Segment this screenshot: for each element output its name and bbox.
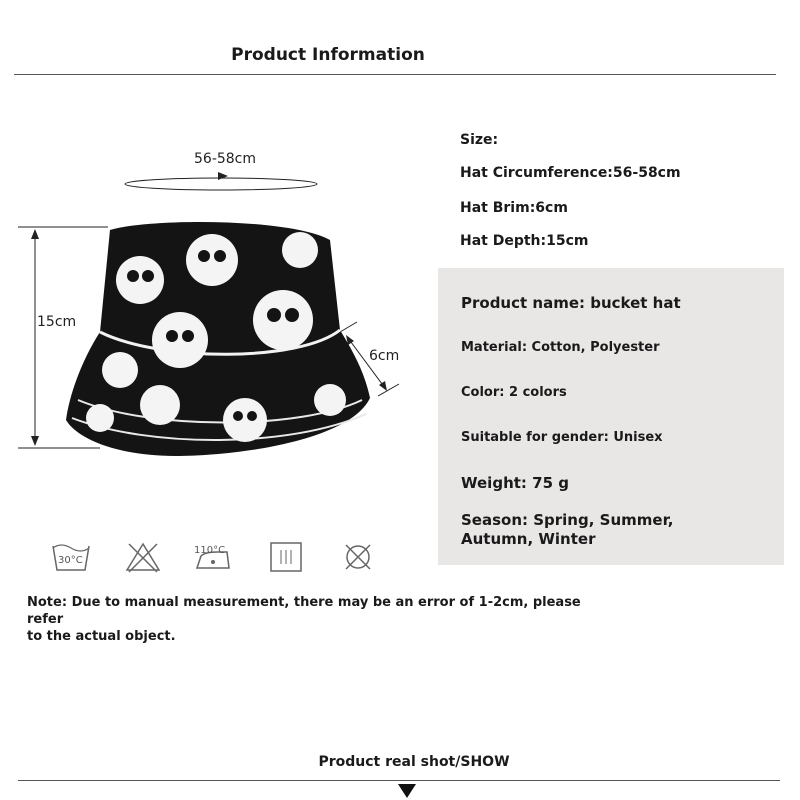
no-bleach-icon bbox=[123, 540, 163, 574]
product-name: Product name: bucket hat bbox=[461, 294, 681, 312]
circumference-label: 56-58cm bbox=[194, 151, 257, 167]
page-title: Product Information bbox=[231, 45, 425, 65]
size-heading: Size: bbox=[460, 132, 499, 148]
height-label: 15cm bbox=[37, 314, 77, 330]
footer-title: Product real shot/SHOW bbox=[318, 754, 510, 770]
bucket-hat-image bbox=[66, 222, 370, 456]
circumference-arrow-icon bbox=[218, 172, 228, 180]
hat-brim-spec: Hat Brim:6cm bbox=[460, 200, 568, 216]
measurement-note bbox=[27, 594, 607, 645]
no-dry-clean-icon bbox=[338, 540, 378, 574]
circumference-ellipse bbox=[125, 178, 317, 190]
brim-label: 6cm bbox=[369, 348, 400, 364]
dry-flat-icon bbox=[266, 540, 306, 574]
down-arrow-icon bbox=[398, 784, 416, 798]
gender: Suitable for gender: Unisex bbox=[461, 430, 663, 445]
season-line-2: Autumn, Winter bbox=[461, 530, 596, 548]
title-divider bbox=[14, 74, 776, 75]
season-line-1: Season: Spring, Summer, bbox=[461, 511, 674, 529]
weight: Weight: 75 g bbox=[461, 474, 569, 492]
hat-depth-spec: Hat Depth:15cm bbox=[460, 233, 589, 249]
footer-divider bbox=[18, 780, 780, 781]
wash-temp-label: 30°C bbox=[58, 555, 83, 566]
color: Color: 2 colors bbox=[461, 385, 567, 400]
note-line-2: to the actual object. bbox=[27, 629, 176, 644]
product-info-panel bbox=[438, 268, 784, 565]
iron-temp-label: 110°C bbox=[194, 545, 226, 556]
hat-circumference-spec: Hat Circumference:56-58cm bbox=[460, 165, 681, 181]
material: Material: Cotton, Polyester bbox=[461, 340, 660, 355]
note-line-1: Note: Due to manual measurement, there may be an error of 1-2cm, please refer bbox=[27, 595, 581, 627]
